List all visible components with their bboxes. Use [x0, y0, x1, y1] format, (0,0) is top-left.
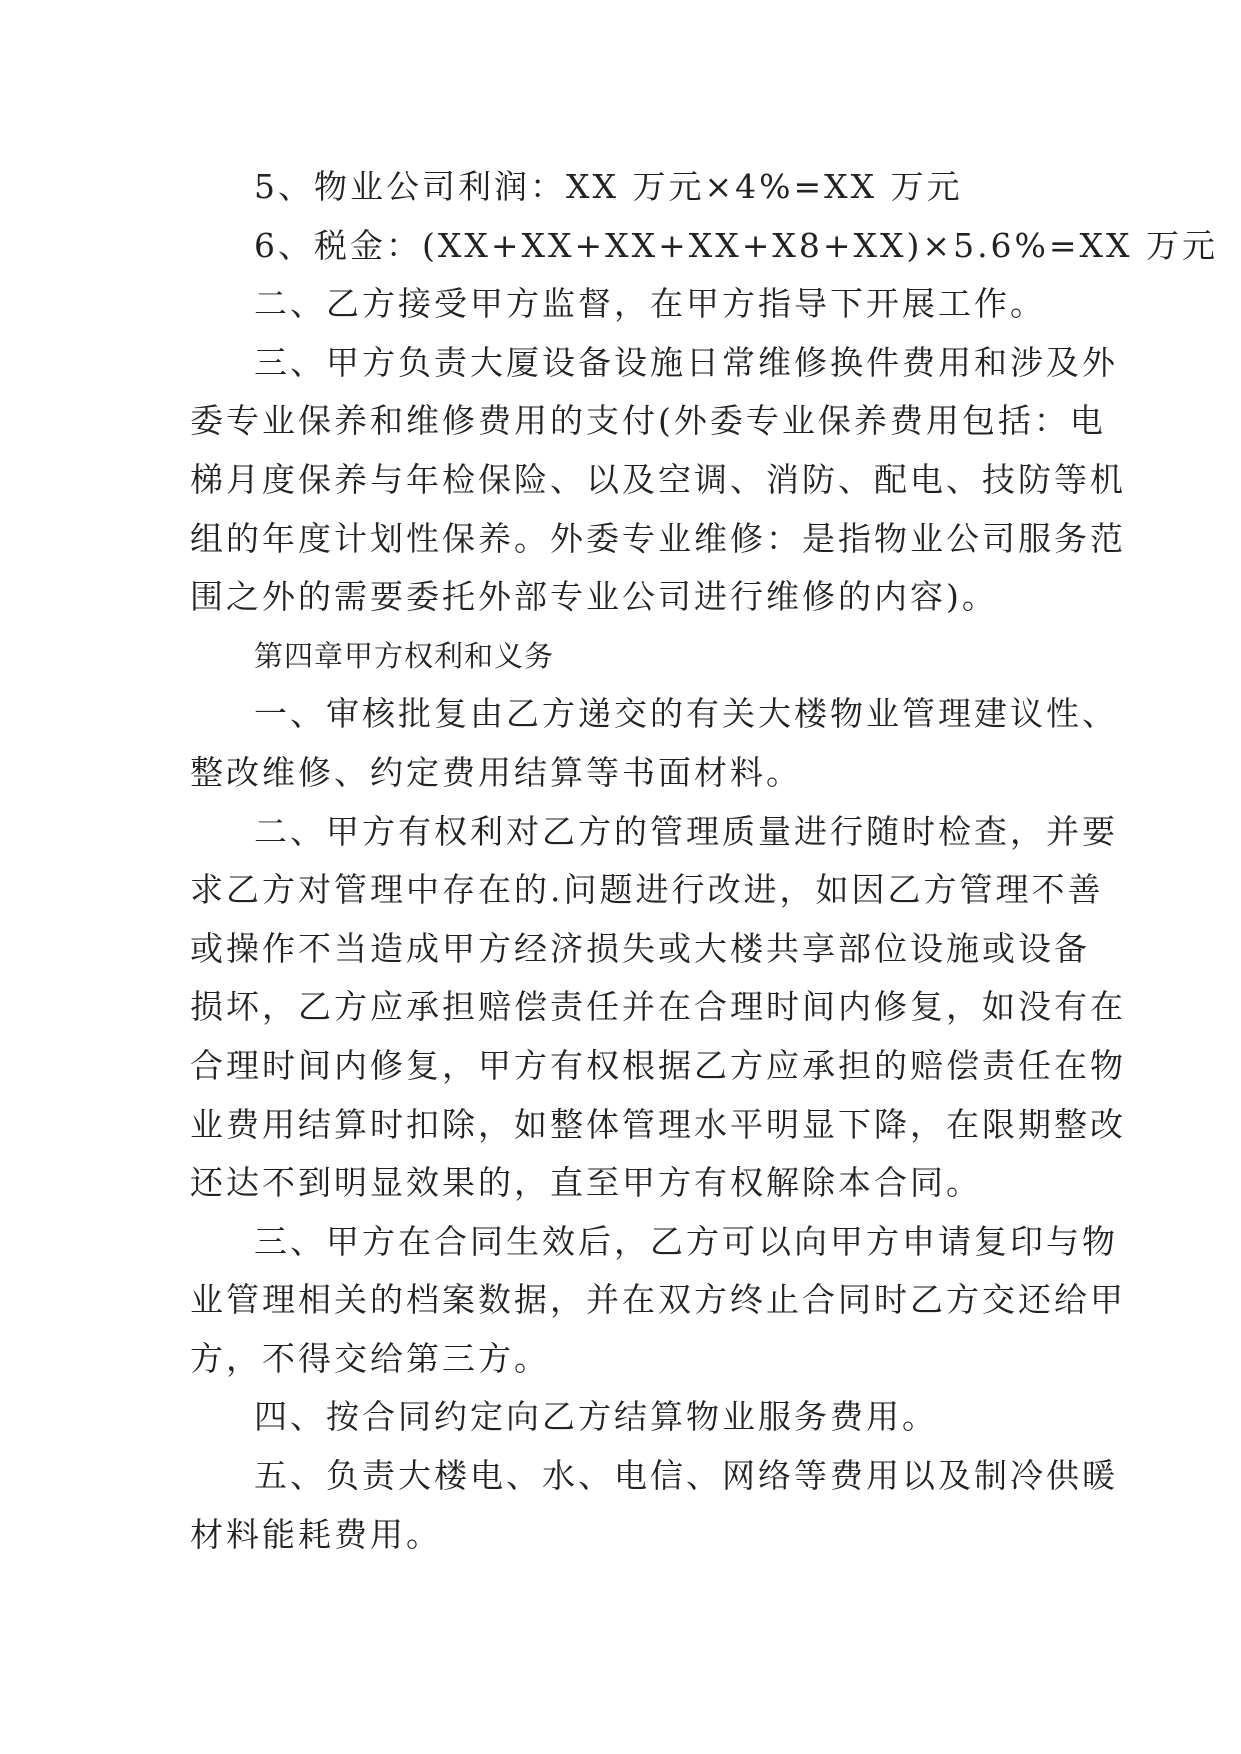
- text-line: 求乙方对管理中存在的.问题进行改进，如因乙方管理不善: [190, 870, 1104, 910]
- text-line-rights-1: 一、审核批复由乙方递交的有关大楼物业管理建议性、: [254, 694, 1118, 734]
- text-line-tax: 6、税金：(XX+XX+XX+XX+X8+XX)×5.6%=XX 万元: [254, 225, 1219, 265]
- text-line: 材料能耗费用。: [190, 1514, 442, 1554]
- text-line: 合理时间内修复，甲方有权根据乙方应承担的赔偿责任在物: [190, 1045, 1126, 1085]
- text-line: 围之外的需要委托外部专业公司进行维修的内容)。: [190, 577, 998, 617]
- text-line: 业费用结算时扣除，如整体管理水平明显下降，在限期整改: [190, 1104, 1126, 1144]
- document-body: [190, 158, 1219, 1564]
- text-line: 组的年度计划性保养。外委专业维修：是指物业公司服务范: [190, 518, 1126, 558]
- text-line: 方，不得交给第三方。: [190, 1338, 550, 1378]
- text-line-profit: 5、物业公司利润：XX 万元×4%=XX 万元: [254, 167, 963, 206]
- text-line-supervision: 二、乙方接受甲方监督，在甲方指导下开展工作。: [254, 284, 1046, 324]
- text-line: 损坏，乙方应承担赔偿责任并在合理时间内修复，如没有在: [190, 987, 1126, 1027]
- text-line-rights-2: 二、甲方有权利对乙方的管理质量进行随时检查，并要: [254, 811, 1118, 851]
- text-line: 委专业保养和维修费用的支付(外委专业保养费用包括：电: [190, 401, 1106, 441]
- text-line: 梯月度保养与年检保险、以及空调、消防、配电、技防等机: [190, 459, 1126, 499]
- text-line-rights-5: 五、负责大楼电、水、电信、网络等费用以及制冷供暖: [254, 1456, 1118, 1496]
- text-line: 业管理相关的档案数据，并在双方终止合同时乙方交还给甲: [190, 1280, 1126, 1320]
- text-line: 整改维修、约定费用结算等书面材料。: [190, 752, 802, 792]
- text-line-clause-3: 三、甲方负责大厦设备设施日常维修换件费用和涉及外: [254, 342, 1118, 382]
- text-line-rights-3: 三、甲方在合同生效后，乙方可以向甲方申请复印与物: [254, 1221, 1118, 1261]
- chapter-heading: 第四章甲方权利和义务: [254, 638, 555, 673]
- text-line-rights-4: 四、按合同约定向乙方结算物业服务费用。: [254, 1397, 938, 1437]
- text-line: 还达不到明显效果的，直至甲方有权解除本合同。: [190, 1163, 982, 1203]
- text-line: 或操作不当造成甲方经济损失或大楼共享部位设施或设备: [190, 928, 1090, 968]
